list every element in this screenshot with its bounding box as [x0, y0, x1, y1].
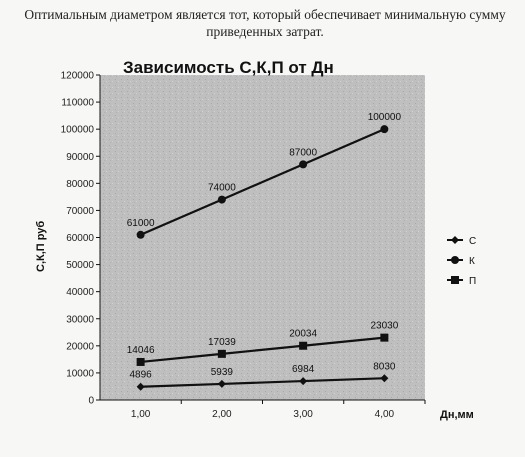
y-tick-label: 100000: [60, 124, 94, 136]
data-label: 87000: [289, 147, 318, 159]
y-tick-label: 0: [88, 395, 94, 407]
y-tick-label: 60000: [66, 233, 94, 244]
point-circle: [218, 196, 226, 204]
data-label: 14046: [126, 344, 155, 356]
x-tick-label: 2,00: [212, 409, 232, 420]
data-label: 74000: [207, 182, 236, 194]
legend-label: П: [469, 276, 477, 287]
y-tick-label: 50000: [66, 260, 94, 272]
legend: [447, 236, 476, 287]
data-label: 17039: [207, 336, 236, 348]
point-square: [299, 342, 307, 350]
y-tick-label: 80000: [66, 178, 94, 190]
y-tick-label: 40000: [66, 287, 94, 299]
point-circle: [137, 231, 145, 239]
y-tick-label: 30000: [66, 314, 94, 326]
point-circle: [299, 160, 307, 168]
point-square: [380, 334, 388, 342]
y-tick-label: 70000: [66, 205, 94, 217]
point-circle: [380, 125, 388, 133]
data-label: 23030: [370, 320, 399, 332]
data-label: 100000: [367, 112, 402, 124]
point-diamond: [451, 236, 459, 244]
x-tick-label: 3,00: [293, 409, 313, 420]
y-tick-label: 20000: [66, 341, 94, 353]
data-label: 4896: [129, 369, 152, 381]
legend-label: К: [469, 256, 475, 267]
legend-label: С: [469, 236, 477, 247]
x-axis-label: Дн,мм: [440, 409, 474, 421]
y-tick-label: 120000: [60, 70, 94, 82]
data-label: 20034: [289, 328, 318, 340]
caption-line-2: приведенных затрат.: [206, 24, 324, 39]
point-square: [218, 350, 226, 358]
point-square: [137, 358, 145, 366]
data-label: 5939: [210, 366, 233, 378]
y-tick-label: 110000: [61, 97, 94, 109]
y-tick-label: 10000: [66, 368, 94, 380]
data-label: 8030: [373, 361, 396, 373]
data-label: 61000: [126, 217, 155, 229]
caption-line-1: Оптимальным диаметром является тот, который обеспечивает минимальную сумму: [24, 7, 506, 22]
x-tick-label: 1,00: [130, 409, 151, 420]
chart-title: Зависимость С,К,П от Дн: [123, 58, 334, 77]
point-circle: [451, 256, 459, 264]
y-tick-label: 90000: [66, 151, 94, 163]
point-square: [451, 276, 459, 284]
data-label: 6984: [292, 364, 315, 376]
y-axis-label: С,К,П руб: [35, 220, 47, 272]
x-tick-label: 4,00: [374, 409, 395, 420]
